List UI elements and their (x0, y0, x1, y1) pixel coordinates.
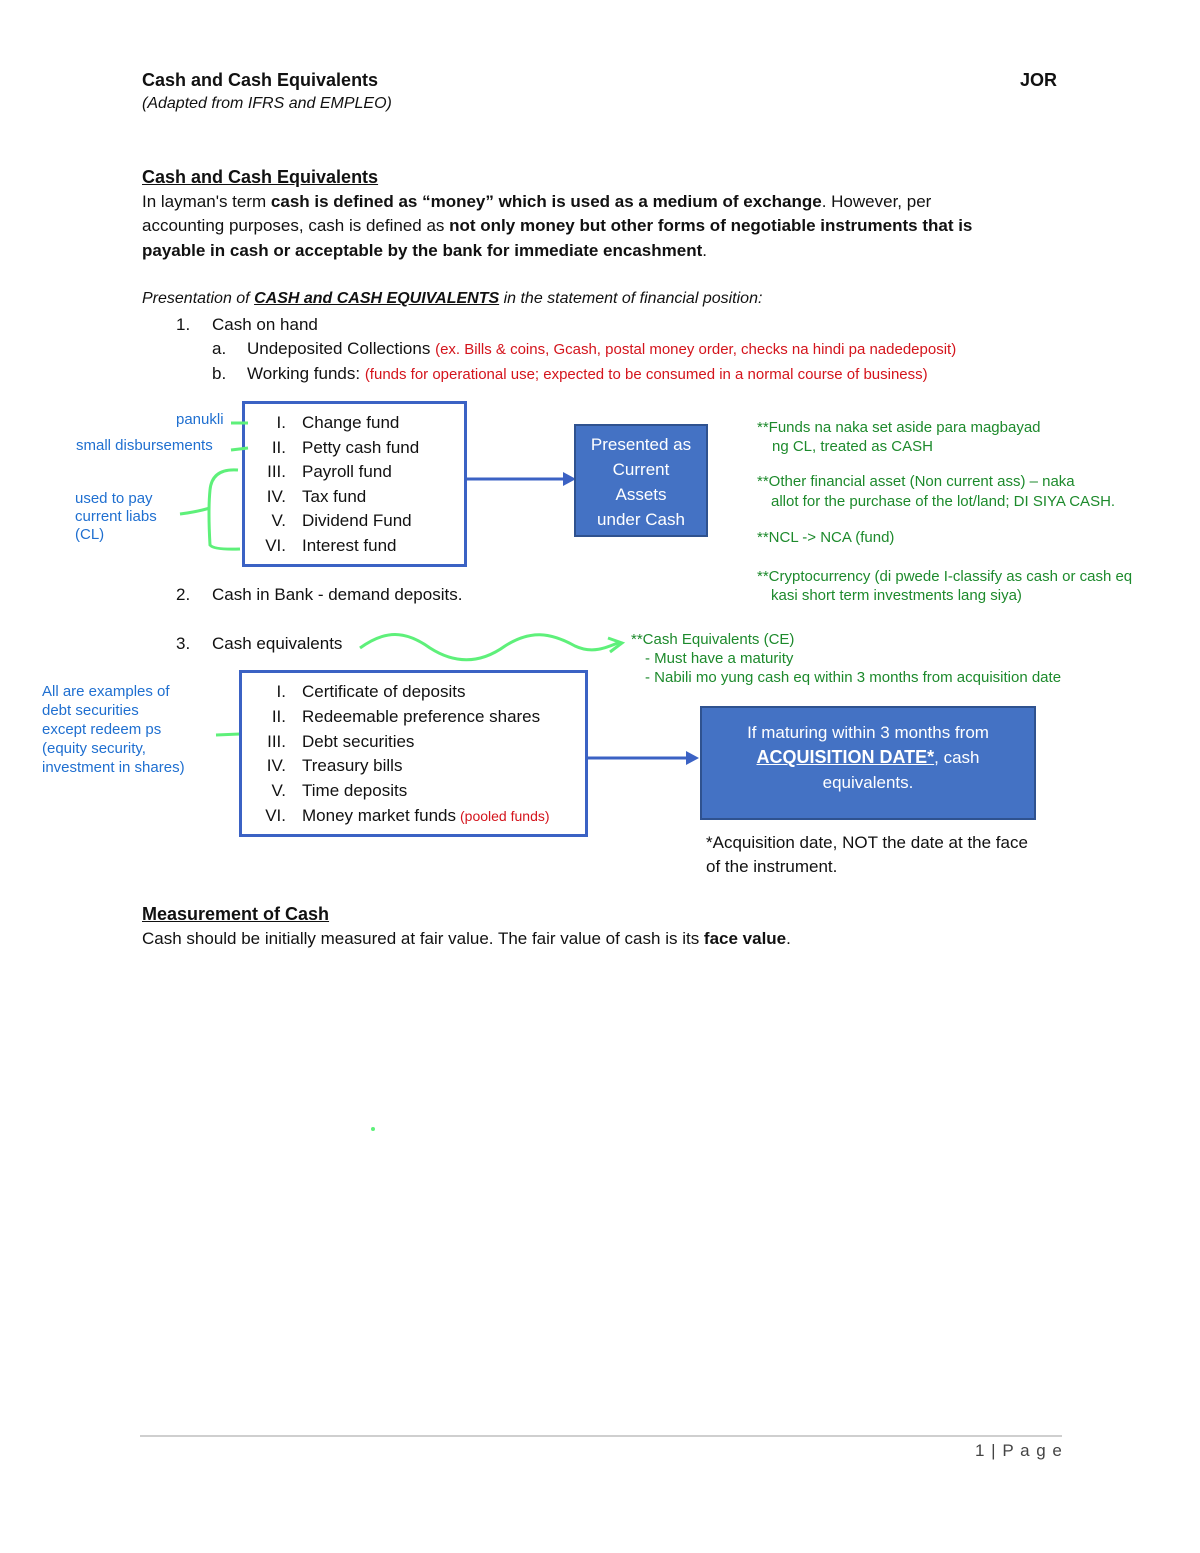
panukli-note: panukli (176, 411, 224, 428)
ce-item (246, 806, 550, 826)
fund-item-label: Dividend Fund (302, 511, 412, 530)
fund-item-number: III. (267, 462, 286, 481)
green-note-crypto: **Cryptocurrency (di pwede I-classify as cash or cash eq kasi short term investments lang siya) (757, 568, 1133, 604)
presented-as-current-assets-box: Presented as Current Assets under Cash (574, 424, 708, 537)
page-number: 1 | P a g e (975, 1441, 1063, 1460)
ce-item (246, 682, 465, 702)
debt-securities-note: All are examples of debt securities except redeem ps (equity security, investment in shares) (42, 683, 185, 776)
small-disb-connector (231, 448, 248, 450)
ce-item (246, 707, 540, 727)
cash-on-hand: 1. Cash on hand (176, 315, 318, 334)
definition-line-2: accounting purposes, cash is defined as not only money but other forms of negotiable instruments that is (142, 216, 973, 235)
used-to-pay-note: used to pay current liabs (CL) (75, 490, 157, 543)
arrowhead-maturity (686, 751, 699, 765)
fund-item-number: VI. (265, 535, 286, 555)
stray-dot (371, 1127, 375, 1131)
working-funds: b. Working funds: (funds for operational use; expected to be consumed in a normal course of business) (212, 364, 928, 383)
ce-item-number: I. (276, 682, 286, 701)
fund-item-label: Tax fund (302, 486, 367, 506)
debt-note-connector (216, 734, 240, 735)
green-note-other-asset: **Other financial asset (Non current ass) – naka allot for the purchase of the lot/land; DI SIYA CASH. (757, 473, 1116, 510)
ce-item-label: Certificate of deposits (302, 682, 466, 701)
ce-item-number: V. (271, 781, 286, 801)
small-disbursements-note: small disbursements (76, 437, 213, 454)
undeposited-collections: a. Undeposited Collections (ex. Bills & coins, Gcash, postal money order, checks na hindi pa nadedeposit) (212, 339, 957, 358)
doc-title: Cash and Cash Equivalents (142, 70, 379, 90)
green-note-ncl: **NCL -> NCA (fund) (757, 529, 895, 546)
measurement-heading: Measurement of Cash (142, 904, 330, 924)
wavy-connector (360, 635, 620, 660)
ce-item-number: II. (271, 706, 286, 726)
section-heading: Cash and Cash Equivalents (142, 167, 379, 187)
ce-item (246, 732, 414, 752)
fund-item-number: I. (276, 413, 286, 432)
fund-item-label: Payroll fund (302, 462, 392, 481)
fund-item-number: V. (271, 511, 286, 530)
ce-item-label: Redeemable preference shares (302, 706, 541, 726)
cash-in-bank: 2. Cash in Bank - demand deposits. (176, 585, 463, 604)
ce-item-number: III. (267, 731, 286, 751)
fund-item-label: Interest fund (302, 535, 397, 555)
ce-item-number: IV. (266, 756, 286, 776)
fund-item-number: IV. (266, 486, 286, 506)
green-note-funds: **Funds na naka set aside para magbayad ng CL, treated as CASH (757, 419, 1041, 455)
ce-item-number: VI. (265, 806, 286, 825)
bracket-curve (209, 470, 240, 549)
ce-item (246, 756, 402, 776)
measurement-text: Cash should be initially measured at fair value. The fair value of cash is its face value. (142, 929, 791, 948)
bracket-connector (180, 508, 210, 514)
ce-note: **Cash Equivalents (CE) - Must have a maturity - Nabili mo yung cash eq within 3 months from acquisition date (631, 631, 1062, 686)
ce-item (246, 781, 407, 801)
fund-item-number: II. (271, 437, 286, 457)
ce-item-label: Debt securities (302, 731, 415, 751)
cash-equivalents: 3. Cash equivalents (176, 634, 343, 653)
ce-item-label: Time deposits (302, 781, 408, 801)
ce-item-label: Money market funds (302, 806, 457, 825)
definition-line-3: payable in cash or acceptable by the bank for immediate encashment. (142, 241, 707, 260)
maturity-box: If maturing within 3 months from ACQUISITION DATE*, cash equivalents. (700, 706, 1036, 820)
acquisition-date-note: *Acquisition date, NOT the date at the face of the instrument. (706, 833, 1028, 876)
definition-line-1: In layman's term cash is defined as “money” which is used as a medium of exchange. However, per (142, 192, 932, 211)
doc-subtitle: (Adapted from IFRS and EMPLEO) (142, 95, 392, 112)
fund-item-label: Petty cash fund (302, 437, 420, 457)
pooled-funds-note: (pooled funds) (460, 808, 550, 824)
fund-item-label: Change fund (302, 413, 400, 432)
presentation-line: Presentation of CASH and CASH EQUIVALENTS in the statement of financial position: (142, 290, 763, 307)
doc-initials: JOR (1020, 70, 1058, 90)
ce-item-label: Treasury bills (302, 756, 403, 776)
